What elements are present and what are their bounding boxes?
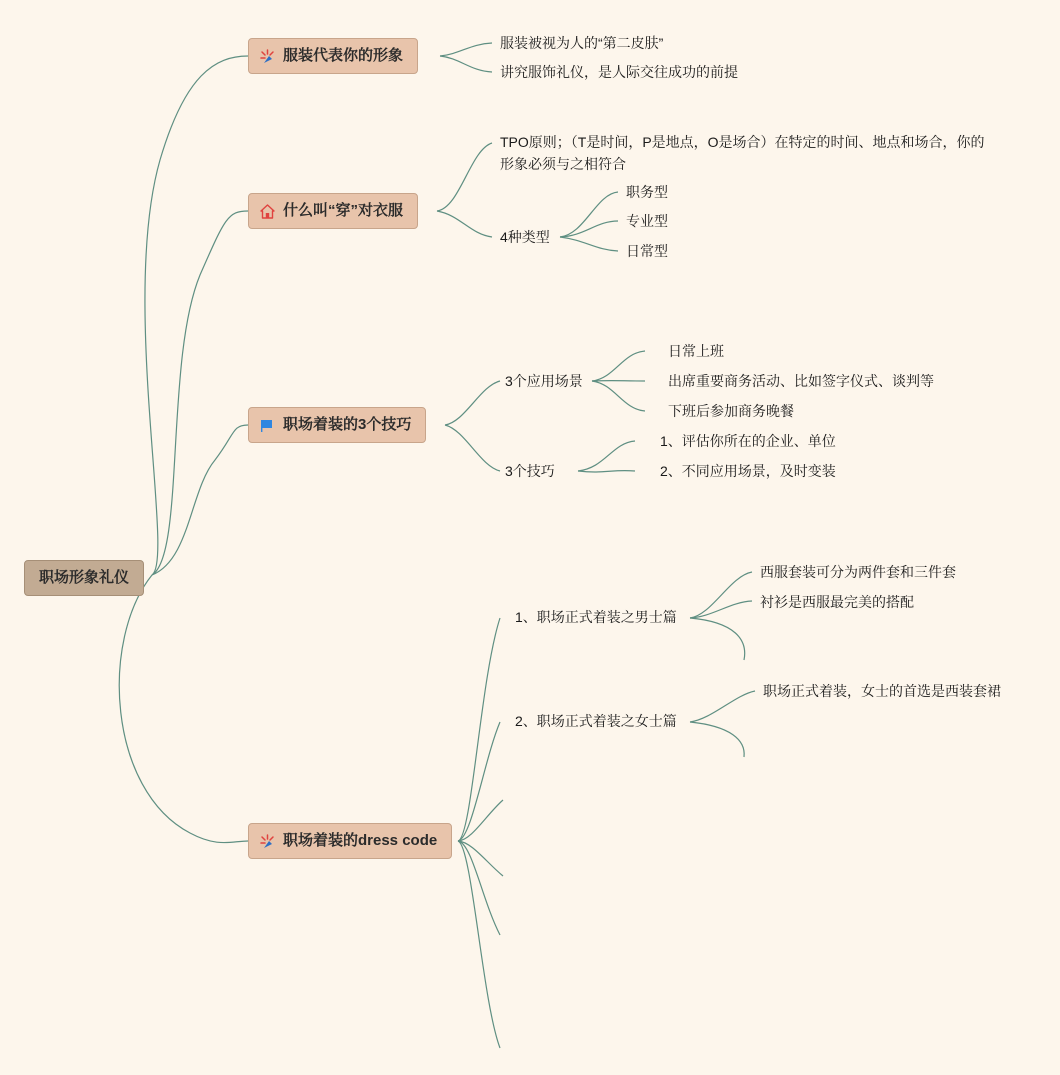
leaf-label: 日常型 <box>626 243 668 259</box>
leaf-label: 下班后参加商务晚餐 <box>668 403 794 419</box>
leaf-node[interactable] <box>658 431 838 452</box>
sub-node[interactable] <box>503 461 557 482</box>
sub-node-label: 4种类型 <box>500 229 550 245</box>
leaf-node[interactable] <box>761 681 1003 702</box>
sub-node-label: 3个技巧 <box>505 463 555 479</box>
sub-node-label: 3个应用场景 <box>505 373 583 389</box>
leaf-label: 1、评估你所在的企业、单位 <box>660 433 836 449</box>
flag-icon <box>259 417 276 434</box>
mindmap-root-node[interactable] <box>24 560 144 596</box>
leaf-label: 出席重要商务活动、比如签字仪式、谈判等 <box>668 373 934 389</box>
leaf-node[interactable] <box>498 62 740 83</box>
leaf-node[interactable] <box>658 461 838 482</box>
leaf-label: 衬衫是西服最完美的搭配 <box>760 594 914 610</box>
branch-label-4: 职场着装的dress code <box>283 832 438 849</box>
leaf-node[interactable] <box>666 401 796 422</box>
leaf-label: 服装被视为人的“第二皮肤” <box>500 35 664 51</box>
firework-icon <box>259 833 276 850</box>
leaf-label: 职务型 <box>626 184 668 200</box>
house-icon <box>259 203 276 220</box>
sub-node-label: 2、职场正式着装之女士篇 <box>515 713 677 729</box>
sub-node[interactable] <box>513 607 679 628</box>
sub-node[interactable] <box>498 227 552 248</box>
leaf-label: 讲究服饰礼仪，是人际交往成功的前提 <box>500 64 738 80</box>
leaf-node[interactable] <box>758 592 916 613</box>
sub-node[interactable] <box>513 711 679 732</box>
branch-label-2: 什么叫“穿”对衣服 <box>283 202 404 219</box>
leaf-label: 日常上班 <box>668 343 724 359</box>
leaf-node[interactable] <box>624 211 670 232</box>
leaf-node[interactable] <box>624 241 670 262</box>
leaf-node[interactable] <box>666 371 936 392</box>
leaf-node[interactable] <box>758 562 958 583</box>
leaf-label: 专业型 <box>626 213 668 229</box>
root-label: 职场形象礼仪 <box>39 569 130 586</box>
sub-node[interactable] <box>503 371 585 392</box>
leaf-label: 2、不同应用场景，及时变装 <box>660 463 836 479</box>
branch-node-4[interactable] <box>248 823 452 859</box>
leaf-node[interactable] <box>666 341 726 362</box>
leaf-node[interactable] <box>498 131 998 176</box>
firework-icon <box>259 48 276 65</box>
sub-node-label: 1、职场正式着装之男士篇 <box>515 609 677 625</box>
leaf-label: 职场正式着装，女士的首选是西装套裙 <box>763 683 1001 699</box>
leaf-label: 西服套装可分为两件套和三件套 <box>760 564 956 580</box>
branch-node-2[interactable] <box>248 193 418 229</box>
branch-label-3: 职场着装的3个技巧 <box>283 416 412 433</box>
branch-node-1[interactable] <box>248 38 418 74</box>
leaf-node[interactable] <box>498 33 665 54</box>
leaf-node[interactable] <box>624 182 670 203</box>
branch-node-3[interactable] <box>248 407 426 443</box>
leaf-label: TPO原则；（T是时间，P是地点，O是场合）在特定的时间、地点和场合，你的形象必须与之相符合 <box>500 134 985 172</box>
branch-label-1: 服装代表你的形象 <box>283 47 404 64</box>
